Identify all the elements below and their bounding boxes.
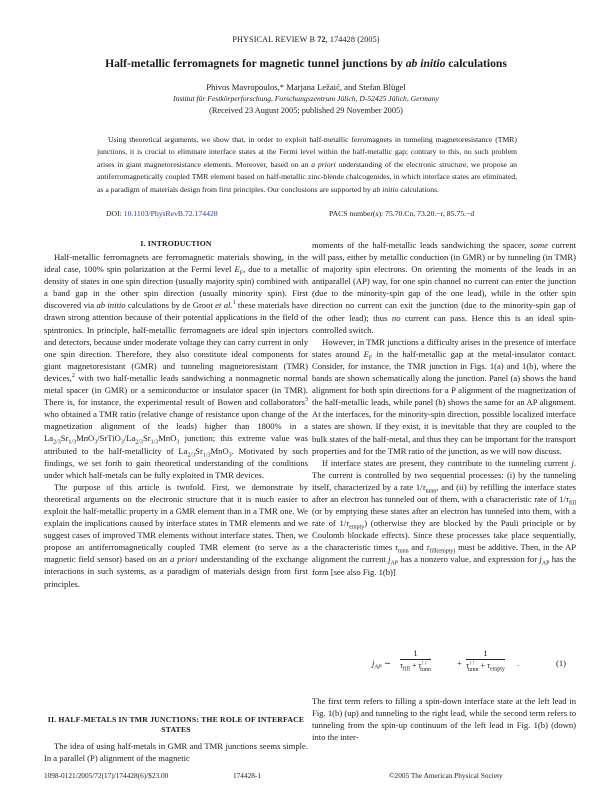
- text: (or by emptying these states after an electron has tunneled into them, with a rate of 1/: [312, 506, 576, 529]
- right-column: [312, 239, 576, 578]
- journal-name: PHYSICAL REVIEW B: [232, 35, 316, 44]
- italic-text: some: [530, 240, 548, 250]
- math-symbol: j: [388, 554, 391, 565]
- subscript: AP: [390, 561, 399, 568]
- text: who obtained a TMR ratio (relative change of resistance upon change of the magnetization alignment of the leads) higher than 1800% in a La: [44, 409, 308, 444]
- text: has a nonzero value, and expression for: [398, 554, 540, 565]
- subscript: 3: [94, 440, 98, 447]
- denominator: [466, 660, 505, 673]
- paragraph: [312, 239, 576, 336]
- relation-symbol: ∼: [381, 658, 392, 668]
- doi-label: DOI:: [106, 209, 124, 218]
- text: Sr: [60, 433, 69, 444]
- text: and: [408, 542, 427, 553]
- numerator: 1: [466, 648, 505, 660]
- text: . The current is controlled by two sequential processes: (i) by the tunneling itself, characterized by a rate 1/: [312, 457, 576, 492]
- math-symbol: E: [234, 264, 240, 275]
- paragraph: The idea of using half-metals in GMR and TMR junctions seems simple. In a parallel (P) alignment of the magnetic: [44, 741, 308, 764]
- math-symbol: j: [372, 658, 375, 668]
- fraction-2: [466, 648, 505, 673]
- received-dates: (Received 23 August 2005; published 29 November 2005): [209, 106, 403, 115]
- article-ref: , 174428 (2005): [325, 35, 380, 44]
- numerator: 1: [400, 648, 431, 660]
- text: , due to a metallic density of states in one spin direction (usually majority spin) combined with a band gap in the other spin direction (usually minority spin). First discovered via: [44, 264, 309, 311]
- subscript: tunn: [420, 666, 431, 673]
- math-symbol: τ: [394, 542, 398, 553]
- abstract-italic: ab initio: [372, 184, 399, 194]
- text: MnO: [210, 445, 229, 456]
- abstract-text: calculations.: [398, 184, 440, 194]
- italic-text: no: [391, 312, 401, 323]
- equation-period: .: [517, 658, 520, 668]
- paper-title: [0, 57, 612, 70]
- text: calculations by de Groot: [125, 300, 216, 311]
- text: moments of the half-metallic leads sandwiching the spacer,: [312, 240, 531, 250]
- paragraph: [312, 336, 576, 457]
- title-part: calculations: [445, 57, 507, 70]
- math-symbol: j: [571, 457, 574, 468]
- affiliation: Institut für Festkörperforschung, Forschungszentrum Jülich, D-52425 Jülich, Germany: [173, 94, 439, 103]
- title-part: Half-metallic ferromagnets for magnetic tunnel junctions by: [105, 57, 406, 70]
- pacs-numbers: PACS number(s): 75.70.Cn, 73.20.−r, 85.75.−d: [329, 209, 475, 218]
- subscript: 2/3: [187, 452, 196, 459]
- title-italic: ab initio: [405, 57, 446, 70]
- operator: +: [478, 661, 488, 670]
- doi-link[interactable]: 10.1103/PhysRevB.72.174428: [123, 209, 218, 218]
- paragraph: [44, 481, 308, 590]
- text: . Motivated by such findings, we set forth to gain theoretical understanding of the conditions under which half-metals can be fully exploited in TMR devices.: [44, 445, 308, 480]
- right-column-continued: [312, 695, 576, 743]
- authors: Phivos Mavropoulos,* Marjana Ležaić, and Stefan Blügel: [206, 82, 406, 92]
- italic-text: ab initio: [96, 300, 126, 311]
- subscript: tunn: [425, 488, 437, 495]
- math-symbol: τ: [487, 661, 490, 670]
- footer-code: 1098-0121/2005/72(17)/174428(6)/$23.00: [44, 771, 169, 780]
- subscript: fill: [569, 500, 576, 507]
- operator: +: [409, 661, 419, 670]
- section-heading-half-metals: II. HALF-METALS IN TMR JUNCTIONS: THE ROLE OF INTERFACE STATES: [47, 715, 305, 734]
- math-symbol: τ: [565, 493, 569, 504]
- subscript: fill: [402, 666, 410, 673]
- text: current will pass, either by metallic conduction (in GMR) or by tunneling (in TMR) of majority spin electrons. On orienting the moments of the leads in an antiparallel (AP) way, for one spin channel no current can enter the junction (due to the minority-spin gap of the one lead), while in the other spin direction no current can exit the junction (due to the minority-spin gap of the other lead); thus: [312, 240, 577, 323]
- denominator: [400, 660, 431, 673]
- equation-1: [312, 645, 576, 685]
- subscript: 1/3: [68, 440, 77, 447]
- fraction-1: [400, 648, 431, 673]
- subscript: F: [368, 355, 373, 362]
- math-symbol: τ: [422, 481, 426, 492]
- reference-link[interactable]: 2: [71, 373, 75, 380]
- subscript: 3: [120, 440, 124, 447]
- math-symbol: τ: [400, 661, 403, 670]
- math-symbol: τ: [346, 518, 350, 529]
- math-symbol: E: [363, 348, 369, 359]
- text: Sr: [195, 445, 203, 456]
- abstract-italic: a priori: [311, 159, 336, 169]
- text: current can pass. Hence this is an ideal spin-controlled switch.: [312, 312, 577, 335]
- subscript: empty: [349, 524, 365, 531]
- text: If interface states are present, they contribute to the tunneling current: [322, 457, 572, 468]
- copyright: ©2005 The American Physical Society: [389, 771, 503, 780]
- subscript: fill(empty): [429, 549, 456, 556]
- text: /La: [123, 433, 136, 444]
- subscript: 1/3: [202, 452, 211, 459]
- text: Half-metallic ferromagnets are ferromagnetic materials showing, in the ideal case, 100% spin polarization at the Fermi level: [44, 252, 308, 275]
- abstract-text: Using theoretical arguments, we show that, in order to exploit half-metallic ferromagnets in tunneling magnetoresistance (TMR) junctions, it is crucial to eliminate interface states at the Fermi level within the half-metallic gap; contrary to this, no such problem arises in giant magnetoresistance elements. Moreover, based on an: [97, 135, 517, 169]
- text: must be additive. Then, in the AP alignment the current: [312, 542, 576, 565]
- section-heading-introduction: I. INTRODUCTION: [140, 239, 212, 248]
- paragraph: The first term refers to filling a spin-down interface state at the left lead in Fig. 1(b) (up) and tunneling to the right lead, while the second term refers to tunneling from the spin-up continuum of the left lead in Fig. 1(b) (down) into the inter-: [312, 696, 576, 743]
- text: ) (otherwise they are blocked by the Pauli principle or by Coulomb blockade effects). Since these processes take place sequentially, the characteristic times: [312, 518, 576, 553]
- plus-operator: +: [457, 658, 462, 668]
- math-symbol: τ: [418, 661, 422, 670]
- subscript: 2/3: [135, 440, 143, 447]
- text: with two half-metallic leads sandwiching a nonmagnetic normal metal spacer (in GMR) or a semiconductor or insulator spacer (in TMR). There is, for instance, the experimental result of Bowen and collaborators: [44, 372, 308, 408]
- text: MnO: [76, 433, 95, 444]
- text: , and (ii) by refilling the interface states after an electron has tunneled out of them, with a characteristic rate of 1/: [312, 481, 577, 504]
- subscript: 1/3: [150, 440, 159, 447]
- abstract-text: understanding of the electronic structure, we propose an antiferromagnetically coupled TMR element based on half-metallic zinc-blende chalcogenides, in which interface states are eliminated, as a paradigm of materials design from first principles. Our conclusions are supported by: [97, 159, 517, 194]
- superscript: ↑↓: [421, 660, 428, 667]
- subscript: 3: [176, 440, 180, 447]
- text: Sr: [142, 433, 151, 444]
- subscript: AP: [374, 664, 382, 671]
- italic-text: a priori: [170, 554, 198, 565]
- text: The purpose of this article is twofold. First, we demonstrate by theoretical arguments on the electronic structure that it is much easier to exploit the half-metallic property in a GMR element than in a TMR one. We explain the implications caused by interface states in TMR elements and we suggest cases of improved TMR elements without interface states. Then, we propose an antiferromagnetically coupled TMR element (to serve as a magnetic field sensor) based on an: [44, 481, 308, 565]
- text: in the half-metallic gap at the metal-insulator contact. Consider, for instance, the TMR junction in Figs. 1(a) and 1(b), where the bands are shown schematically along the junction. Panel (a) shows the band alignment for both spin directions for a P alignment of the magnetization of the half-metallic leads, while panel (b) shows the same for an AP alignment. At the interfaces, for the minority-spin direction, possible localized interface states are shown. If they exist, it is inevitable that they are coupled to the bulk states of the half-metal, and thus they can be important for the transport properties and for the TMR ratio of the junction, as we will now discuss.: [312, 348, 576, 456]
- text: However, in TMR junctions a difficulty arises in the presence of interface states around: [312, 336, 576, 359]
- text: these materials have drawn strong attention because of their potential applications in the field of spintronics. In principle, half-metallic ferromagnets are ideal spin injectors and detectors, because under moderate voltage they can carry current in only one spin direction. Therefore, they also constitute ideal components for giant magnetoresistant (GMR) and tunneling magnetoresistant (TMR) devices,: [44, 300, 309, 383]
- superscript: ↓↑: [468, 660, 475, 667]
- journal-header: [0, 35, 612, 44]
- math-symbol: j: [539, 554, 542, 565]
- abstract: [97, 134, 517, 196]
- page-number: 174428-1: [233, 771, 261, 780]
- math-symbol: τ: [426, 542, 430, 553]
- subscript: 2/3: [53, 440, 61, 447]
- reference-link[interactable]: 3: [305, 397, 308, 404]
- text: /SrTiO: [97, 433, 121, 444]
- subscript: 3: [228, 452, 232, 459]
- reference-link[interactable]: 1: [232, 300, 236, 307]
- equation-number: (1): [556, 658, 567, 668]
- subscript: tunn: [467, 666, 479, 673]
- italic-text: et al.: [215, 300, 233, 311]
- subscript: empty: [489, 666, 505, 673]
- equation-lhs: [372, 658, 391, 669]
- paragraph: [312, 457, 576, 578]
- subscript: tunn: [397, 549, 409, 556]
- doi: [106, 209, 218, 218]
- math-symbol: τ: [466, 661, 469, 670]
- paragraph: [44, 251, 308, 481]
- subscript: F: [239, 270, 244, 277]
- left-column: [44, 251, 308, 590]
- subscript: AP: [541, 561, 550, 568]
- journal-volume: 72: [317, 35, 326, 44]
- text: junction; this extreme value was attributed to the half-metallicity of La: [44, 433, 308, 456]
- text: MnO: [158, 433, 177, 444]
- text: has the form [see also Fig. 1(b)]: [312, 554, 576, 577]
- left-column-continued: [44, 740, 308, 764]
- text: understanding of the exchange interactions in such systems, as a paradigm of materials design from first principles.: [44, 554, 308, 589]
